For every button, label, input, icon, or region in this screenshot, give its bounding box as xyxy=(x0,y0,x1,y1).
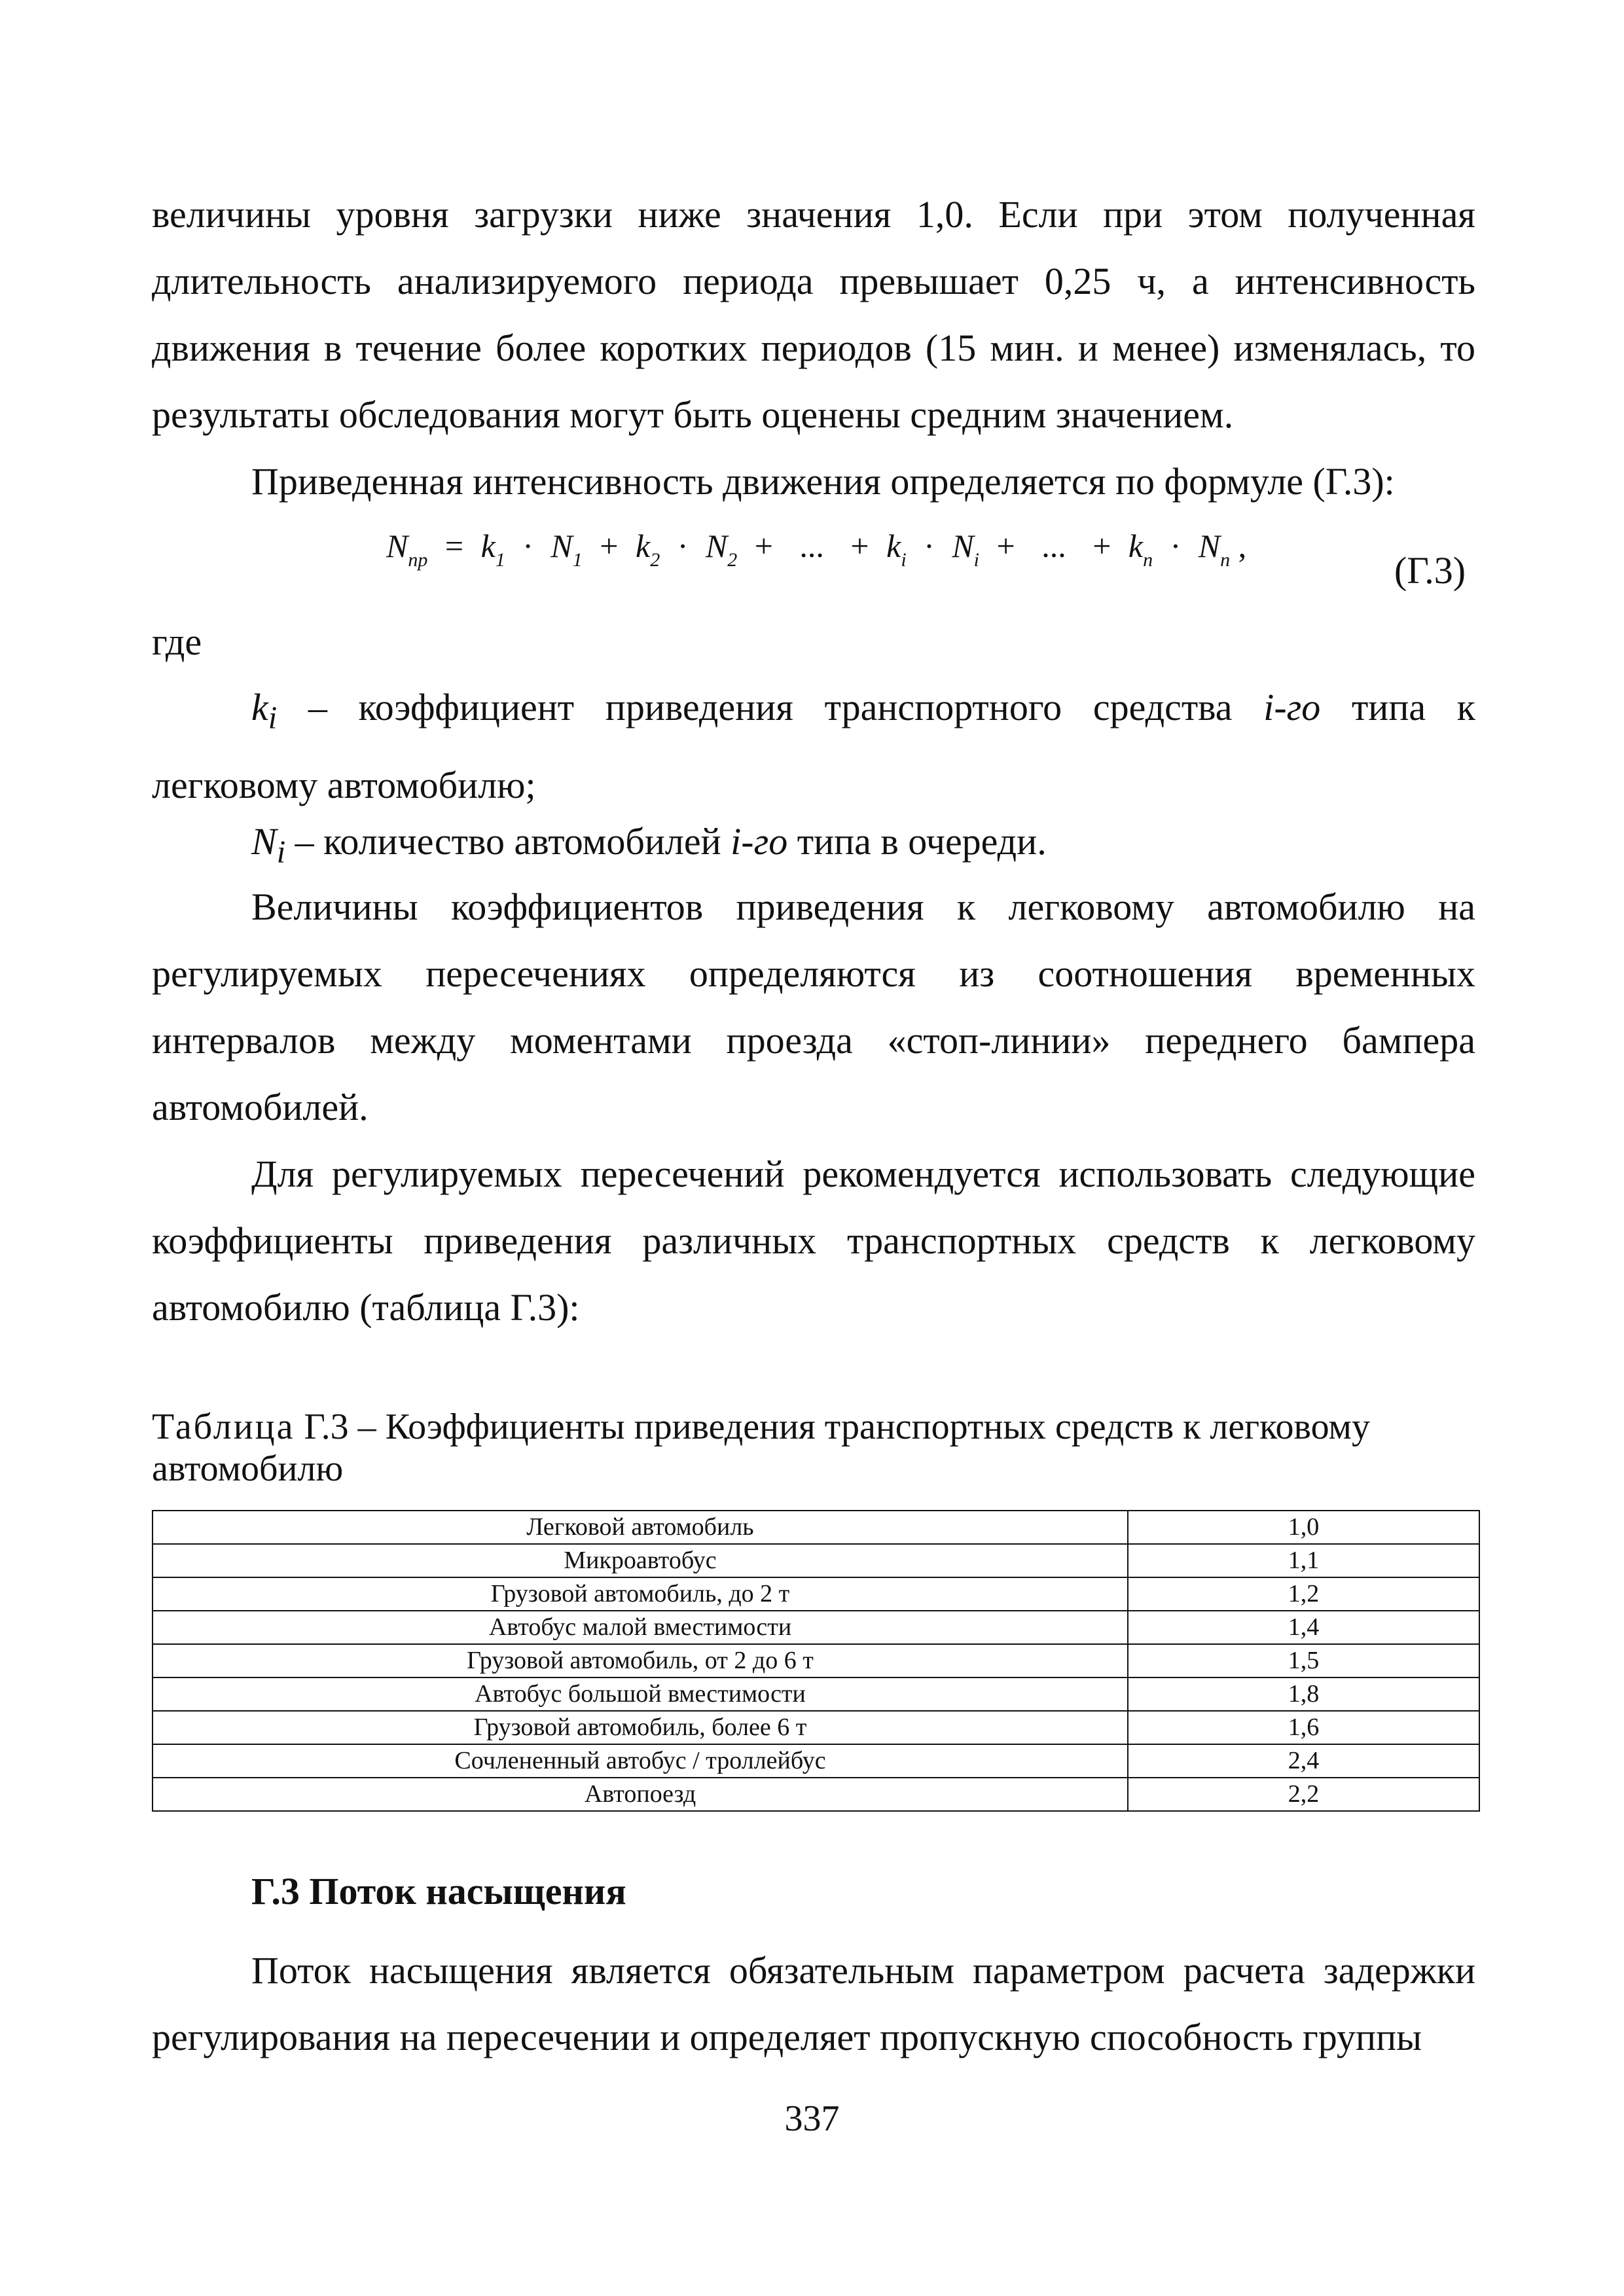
coefficients-table xyxy=(152,1510,1480,1812)
vehicle-type-cell: Грузовой автомобиль, более 6 т xyxy=(153,1711,1128,1744)
table-row xyxy=(153,1644,1479,1677)
coefficient-cell: 1,4 xyxy=(1128,1611,1479,1644)
vehicle-type-cell: Легковой автомобиль xyxy=(153,1511,1128,1544)
coefficient-cell: 1,0 xyxy=(1128,1511,1479,1544)
definition-ni: $N_i$ – количество автомобилей i-го типа в очереди. xyxy=(251,820,1047,870)
section-heading: Г.3 Поток насыщения xyxy=(251,1870,626,1912)
formula-g3: $N_{пр} = k_1 \cdot N_1 + k_2 \cdot N_2$ + ... + $k_i \cdot N_i$ + ... + $k_n \cdot N_n$ , xyxy=(386,528,1247,571)
table-row xyxy=(153,1577,1479,1611)
table-row xyxy=(153,1544,1479,1577)
table-row xyxy=(153,1611,1479,1644)
vehicle-type-cell: Грузовой автомобиль, до 2 т xyxy=(153,1577,1128,1611)
vehicle-type-cell: Автобус большой вместимости xyxy=(153,1677,1128,1711)
paragraph-saturation-flow: Поток насыщения является обязательным параметром расчета задержки регулирования на пересечении и определяет пропускную способность группы xyxy=(152,1949,1475,2058)
definition-ki: $k_i$ – коэффициент приведения транспортного средства i-го типа к легковому автомобилю; xyxy=(152,686,1475,806)
table-caption: Таблица Г.3 – Коэффициенты приведения транспортных средств к легковому автомобилю xyxy=(152,1407,1370,1489)
vehicle-type-cell: Автопоезд xyxy=(153,1778,1128,1811)
coefficient-cell: 1,1 xyxy=(1128,1544,1479,1577)
page-number: 337 xyxy=(784,2098,840,2139)
paragraph-coefficient-values: Величины коэффициентов приведения к легковому автомобилю на регулируемых пересечениях определяются из соотношения временных интервалов между моментами проезда «стоп-линии» переднего бампера автомобилей. xyxy=(152,886,1475,1128)
coefficient-cell: 1,6 xyxy=(1128,1711,1479,1744)
coefficient-cell: 2,2 xyxy=(1128,1778,1479,1811)
table-row xyxy=(153,1711,1479,1744)
paragraph-formula-intro: Приведенная интенсивность движения определяется по формуле (Г.3): xyxy=(251,460,1395,503)
table-row xyxy=(153,1677,1479,1711)
paragraph-recommended-coefficients: Для регулируемых пересечений рекомендуется использовать следующие коэффициенты приведения различных транспортных средств к легковому автомобилю (таблица Г.3): xyxy=(152,1153,1475,1329)
coefficient-cell: 1,2 xyxy=(1128,1577,1479,1611)
vehicle-type-cell: Сочлененный автобус / троллейбус xyxy=(153,1744,1128,1778)
table-row xyxy=(153,1778,1479,1811)
vehicle-type-cell: Автобус малой вместимости xyxy=(153,1611,1128,1644)
vehicle-type-cell: Грузовой автомобиль, от 2 до 6 т xyxy=(153,1644,1128,1677)
formula-number: (Г.3) xyxy=(1394,549,1466,592)
vehicle-type-cell: Микроавтобус xyxy=(153,1544,1128,1577)
table-row xyxy=(153,1511,1479,1544)
label-where: где xyxy=(152,620,202,663)
coefficient-cell: 1,5 xyxy=(1128,1644,1479,1677)
coefficient-cell: 1,8 xyxy=(1128,1677,1479,1711)
coefficient-cell: 2,4 xyxy=(1128,1744,1479,1778)
paragraph-load-level: величины уровня загрузки ниже значения 1,0. Если при этом полученная длительность анализируемого периода превышает 0,25 ч, а интенсивность движения в течение более коротких периодов (15 мин. и менее) изменялась, то результаты обследования могут быть оценены средним значением. xyxy=(152,193,1475,436)
table-row xyxy=(153,1744,1479,1778)
